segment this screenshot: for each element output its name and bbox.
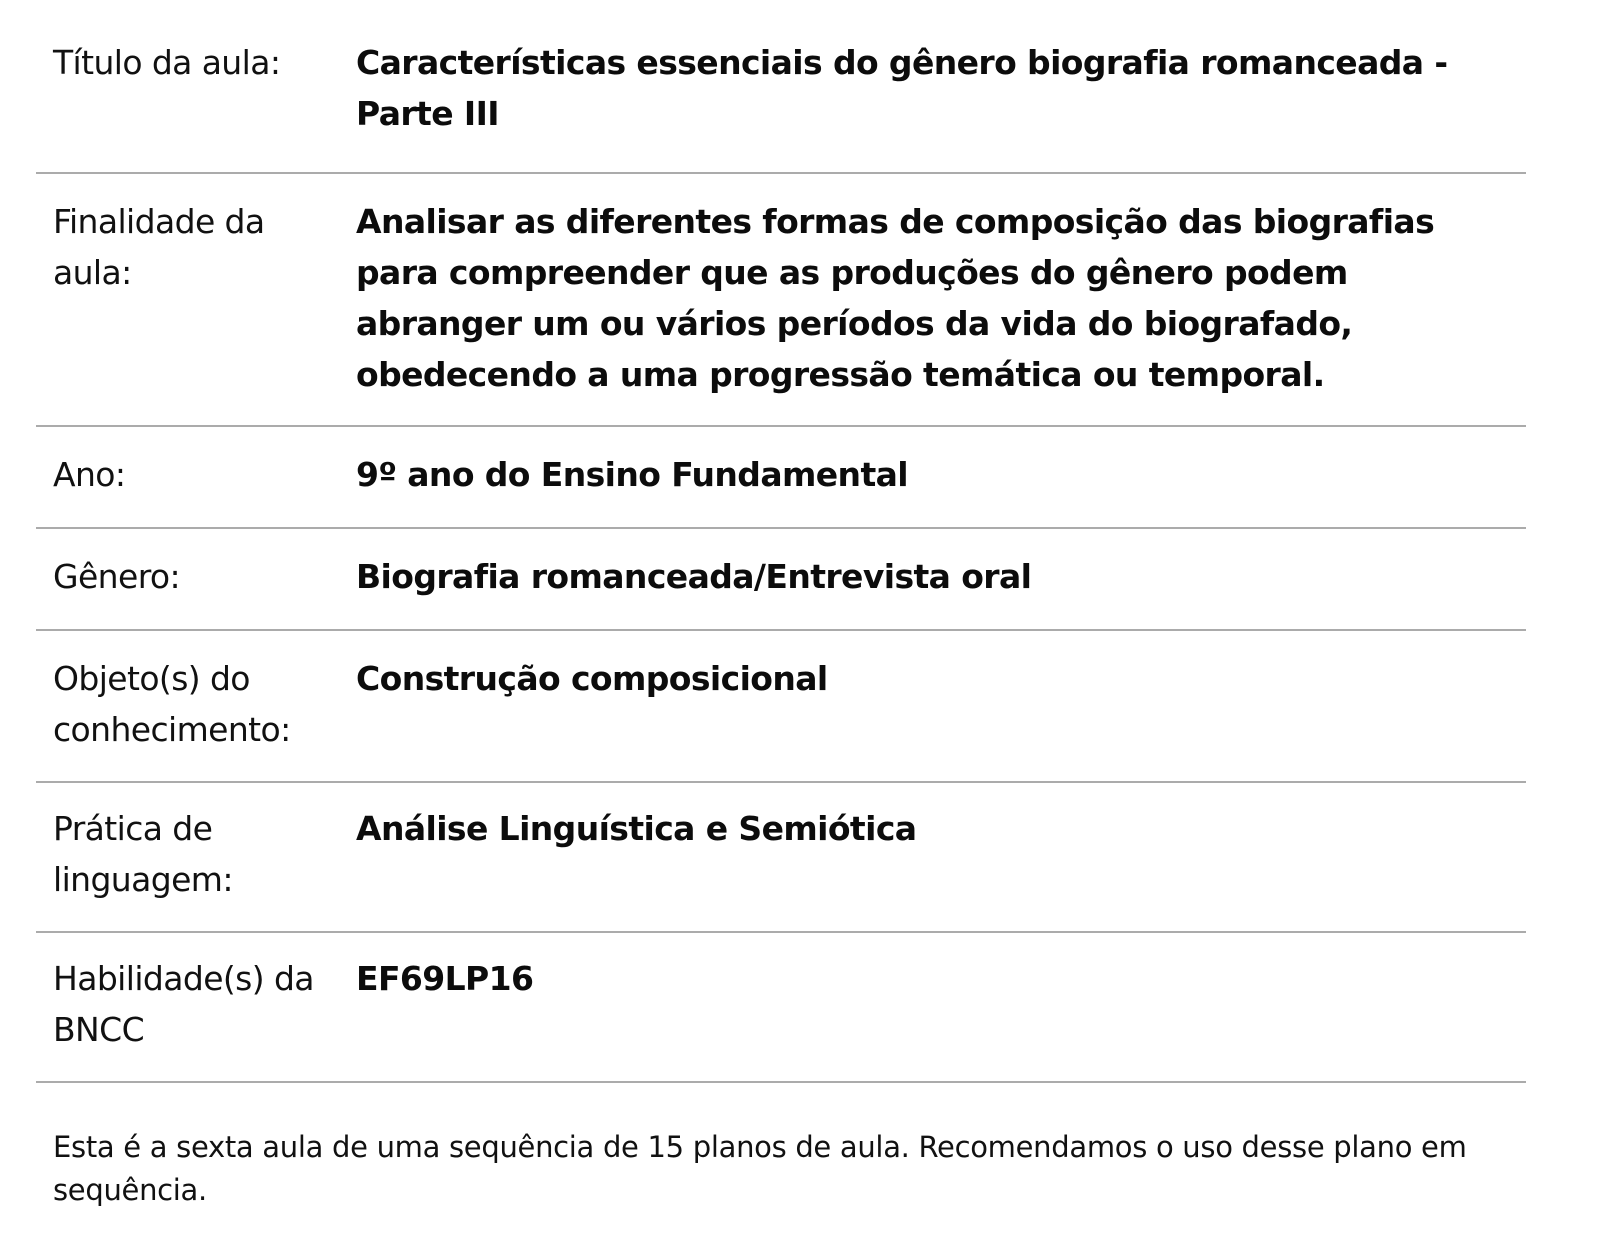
value-language-practice: Análise Linguística e Semiótica: [356, 809, 917, 848]
row-value: [348, 528, 1526, 630]
value-school-year: 9º ano do Ensino Fundamental: [356, 455, 908, 494]
row-value: [348, 630, 1526, 782]
label-lesson-purpose: Finalidade da aula:: [53, 202, 265, 292]
row-label: [36, 173, 348, 426]
sequence-note: Esta é a sexta aula de uma sequência de 15 planos de aula. Recomendamos o uso desse plano em sequência.: [53, 1130, 1467, 1207]
row-lesson-purpose: [36, 173, 1526, 426]
row-school-year: [36, 426, 1526, 528]
row-value: [348, 173, 1526, 426]
row-value: [348, 932, 1526, 1082]
value-lesson-title: Características essenciais do gênero biografia romanceada - Parte III: [356, 43, 1448, 133]
lesson-info-table: [36, 0, 1526, 1083]
label-genre: Gênero:: [53, 557, 181, 596]
row-label: [36, 528, 348, 630]
row-value: [348, 0, 1526, 173]
row-value: [348, 426, 1526, 528]
row-knowledge-objects: [36, 630, 1526, 782]
value-knowledge-objects: Construção composicional: [356, 659, 828, 698]
label-language-practice: Prática de linguagem:: [53, 809, 233, 899]
value-genre: Biografia romanceada/Entrevista oral: [356, 557, 1032, 596]
row-genre: [36, 528, 1526, 630]
label-lesson-title: Título da aula:: [53, 43, 281, 82]
lesson-plan-sheet: [36, 0, 1526, 1241]
label-school-year: Ano:: [53, 455, 126, 494]
row-label: [36, 426, 348, 528]
row-label: [36, 782, 348, 932]
row-language-practice: [36, 782, 1526, 932]
label-knowledge-objects: Objeto(s) do conhecimento:: [53, 659, 291, 749]
row-label: [36, 0, 348, 173]
value-lesson-purpose: Analisar as diferentes formas de composição das biografias para compreender que as produções do gênero podem abranger um ou vários períodos da vida do biografado, obedecendo a uma progressão temática ou temporal.: [356, 202, 1435, 394]
row-lesson-title: [36, 0, 1526, 173]
value-bncc-skills: EF69LP16: [356, 959, 534, 998]
row-bncc-skills: [36, 932, 1526, 1082]
row-label: [36, 932, 348, 1082]
label-bncc-skills: Habilidade(s) da BNCC: [53, 959, 314, 1049]
row-value: [348, 782, 1526, 932]
row-label: [36, 630, 348, 782]
